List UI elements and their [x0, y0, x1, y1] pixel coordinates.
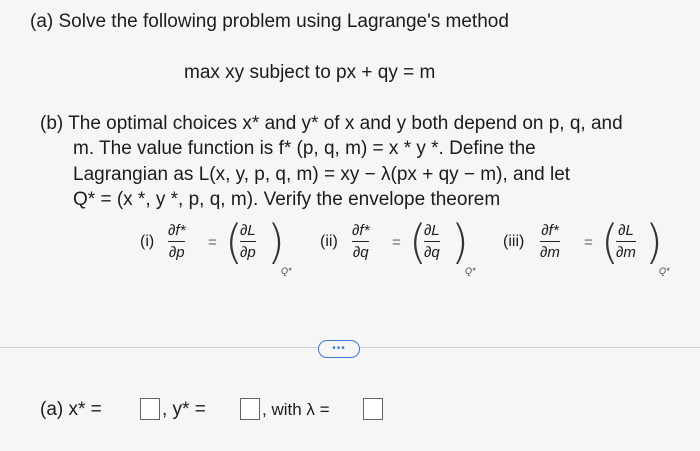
problem-statement: max xy subject to px + qy = m — [184, 62, 436, 83]
answer-x-label: (a) x* = — [40, 399, 102, 420]
item-label: (i) — [140, 233, 155, 250]
right-paren: ) — [645, 215, 663, 269]
lhs-numerator: ∂f* — [168, 222, 186, 239]
part-b-line-4: Q* = (x *, y *, p, q, m). Verify the envelope theorem — [73, 189, 501, 210]
rhs-numerator: ∂L — [424, 222, 440, 239]
part-b-line-3: Lagrangian as L(x, y, p, q, m) = xy − λ(px + qy − m), and let — [73, 164, 571, 185]
rhs-fraction — [240, 222, 256, 261]
lhs-denominator: ∂p — [168, 244, 185, 261]
answer-lambda-input[interactable] — [363, 398, 383, 420]
part-a-heading: (a) Solve the following problem using Lagrange's method — [30, 11, 509, 32]
rhs-denominator: ∂p — [240, 244, 256, 261]
rhs-numerator: ∂L — [618, 222, 634, 239]
lhs-numerator: ∂f* — [541, 222, 559, 239]
rhs-denominator: ∂q — [424, 244, 440, 261]
part-b-line-1: (b) The optimal choices x* and y* of x and y both depend on p, q, and — [40, 113, 623, 134]
rhs-fraction — [616, 222, 636, 261]
right-paren: ) — [267, 215, 285, 269]
rhs-numerator: ∂L — [240, 222, 256, 239]
subscript: Q* — [465, 266, 476, 276]
left-paren: ( — [601, 215, 619, 269]
equals-sign: = — [392, 234, 401, 251]
lhs-numerator: ∂f* — [352, 222, 370, 239]
part-b-line-2: m. The value function is f* (p, q, m) = x * y *. Define the — [73, 138, 536, 159]
answer-lambda-label: , with λ = — [262, 400, 330, 419]
rhs-fraction — [424, 222, 440, 261]
equals-sign: = — [584, 234, 593, 251]
subscript: Q* — [281, 266, 292, 276]
equals-sign: = — [208, 234, 217, 251]
left-paren: ( — [225, 215, 243, 269]
lhs-denominator: ∂q — [352, 244, 369, 261]
answer-x-input[interactable] — [140, 398, 160, 420]
rhs-denominator: ∂m — [616, 244, 636, 261]
expand-more-button[interactable]: ••• — [318, 340, 360, 358]
lhs-fraction — [352, 222, 369, 261]
lhs-fraction — [168, 222, 185, 261]
subscript: Q* — [659, 266, 670, 276]
right-paren: ) — [451, 215, 469, 269]
answer-y-input[interactable] — [240, 398, 260, 420]
item-label: (iii) — [503, 233, 525, 250]
item-label: (ii) — [320, 233, 338, 250]
left-paren: ( — [409, 215, 427, 269]
answer-y-label: , y* = — [162, 399, 206, 420]
lhs-fraction — [540, 222, 560, 261]
lhs-denominator: ∂m — [540, 244, 560, 261]
